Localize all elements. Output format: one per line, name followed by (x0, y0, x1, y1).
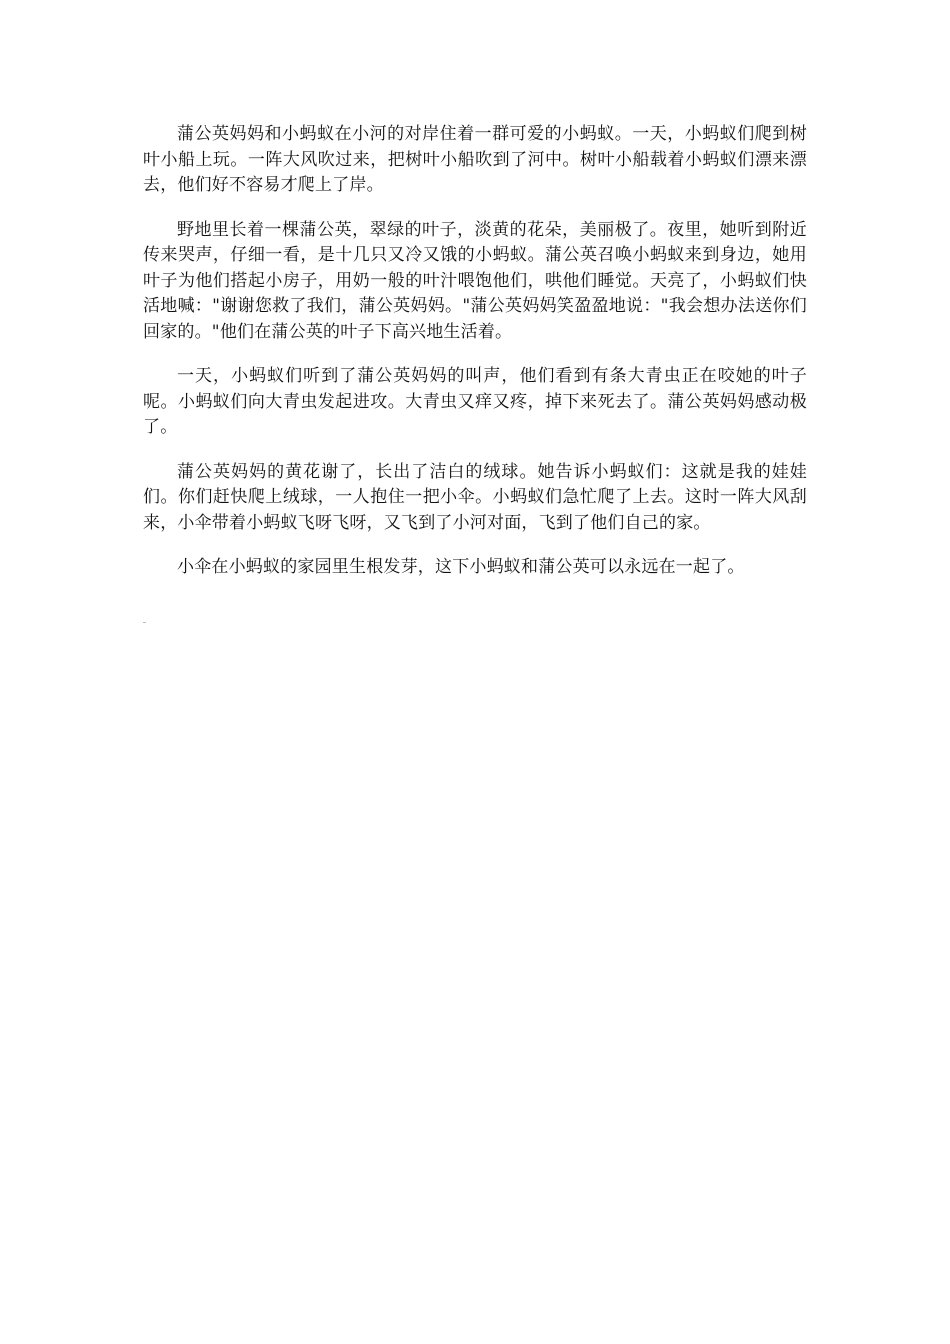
paragraph-5: 小伞在小蚂蚁的家园里生根发芽，这下小蚂蚁和蒲公英可以永远在一起了。 (177, 557, 745, 577)
document-body (143, 122, 807, 600)
paragraph-end-mark (143, 622, 146, 623)
paragraph-2: 野地里长着一棵蒲公英，翠绿的叶子，淡黄的花朵，美丽极了。夜里，她听到附近传来哭声，仔细一看，是十几只又冷又饿的小蚂蚁。蒲公英召唤小蚂蚁来到身边，她用叶子为他们搭起小房子，用奶一般的叶汁喂饱他们，哄他们睡觉。天亮了，小蚂蚁们快活地喊："谢谢您救了我们，蒲公英妈妈。"蒲公英妈妈笑盈盈地说："我会想办法送你们回家的。"他们在蒲公英的叶子下高兴地生活着。 (143, 219, 807, 342)
paragraph-4: 蒲公英妈妈的黄花谢了，长出了洁白的绒球。她告诉小蚂蚁们：这就是我的娃娃们。你们赶快爬上绒球，一人抱住一把小伞。小蚂蚁们急忙爬了上去。这时一阵大风刮来，小伞带着小蚂蚁飞呀飞呀，又飞到了小河对面，飞到了他们自己的家。 (143, 461, 807, 533)
paragraph-3: 一天，小蚂蚁们听到了蒲公英妈妈的叫声，他们看到有条大青虫正在咬她的叶子呢。小蚂蚁们向大青虫发起进攻。大青虫又痒又疼，掉下来死去了。蒲公英妈妈感动极了。 (143, 366, 807, 437)
paragraph-1: 蒲公英妈妈和小蚂蚁在小河的对岸住着一群可爱的小蚂蚁。一天，小蚂蚁们爬到树叶小船上玩。一阵大风吹过来，把树叶小船吹到了河中。树叶小船载着小蚂蚁们漂来漂去，他们好不容易才爬上了岸。 (143, 124, 807, 195)
